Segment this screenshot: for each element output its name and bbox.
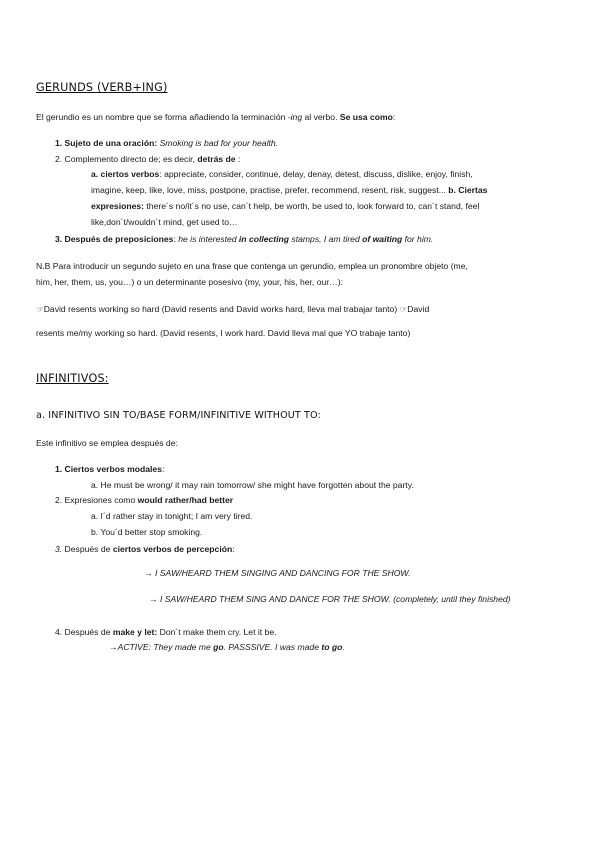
gerund-item-direct-object: 2. Complemento directo de; es decir, detrás de :	[55, 154, 241, 164]
infinitive-intro: Este infinitivo se emplea después de:	[36, 438, 178, 448]
perception-example-ing: → I SAW/HEARD THEM SINGING AND DANCING FOR THE SHOW.	[144, 568, 411, 578]
gerund-item-prepositions: 3. Después de preposiciones: he is interested in collecting stamps, I am tired of waiting for him.	[55, 234, 434, 244]
perception-example-base: → I SAW/HEARD THEM SING AND DANCE FOR THE SHOW. (completely, until they finished)	[149, 594, 511, 604]
right-arrow-icon: →	[109, 642, 118, 652]
infinitive-item-expressions: 2. Expresiones como would rather/had better	[55, 495, 234, 505]
gerund-expressions-line-2: like,don´t/wouldn´t mind, get used to…	[91, 217, 238, 227]
infinitive-without-to-subheading: a. INFINITIVO SIN TO/BASE FORM/INFINITIVE WITHOUT TO:	[36, 410, 321, 421]
active-passive-example: →ACTIVE: They made me go. PASSSIVE. I was made to go.	[109, 642, 345, 652]
gerunds-heading: GERUNDS (VERB+ING)	[36, 81, 168, 94]
gerund-expressions-line-1: expresiones: there´s no/it´s no use, can´t help, be worth, be used to, look forward to, can´t stand, feel	[91, 201, 480, 211]
gerund-verbs-line-1: a. ciertos verbos: appreciate, consider, continue, delay, denay, detest, discuss, dislike, enjoy, finish,	[91, 169, 473, 179]
infinitive-modals-example: a. He must be wrong/ it may rain tomorrow/ she might have forgotten about the party.	[91, 480, 414, 490]
infinitive-expressions-example-a: a. I´d rather stay in tonight; I am very tired.	[91, 511, 253, 521]
right-arrow-icon: →	[149, 594, 158, 604]
infinitive-item-perception: 3. Después de ciertos verbos de percepción:	[55, 544, 235, 554]
right-arrow-icon: →	[144, 568, 153, 578]
infinitives-heading: INFINITIVOS:	[36, 372, 109, 385]
gerund-example-line-2: resents me/my working so hard. (David resents, I work hard. David lleva mal que YO trabaje tanto)	[36, 328, 411, 338]
hand-pointer-icon: ☞	[399, 305, 408, 315]
infinitive-item-modals: 1. Ciertos verbos modales:	[55, 464, 165, 474]
infinitive-expressions-example-b: b. You´d better stop smoking.	[91, 527, 203, 537]
gerund-example-line-1: ☞David resents working so hard (David resents and David works hard, lleva mal trabajar tanto) ☞David	[36, 304, 430, 315]
gerund-verbs-line-2: imagine, keep, like, love, miss, postpone, practise, prefer, recommend, resent, risk, suggest... b. Ciertas	[91, 185, 488, 195]
nb-note-line-2: him, her, them, us, you…) o un determinante posesivo (my, your, his, her, our…):	[36, 277, 343, 287]
hand-pointer-icon: ☞	[36, 305, 44, 315]
infinitive-item-make-let: 4. Después de make y let: Don´t make them cry. Let it be.	[55, 627, 277, 637]
gerund-item-subject: 1. Sujeto de una oración: Smoking is bad for your health.	[55, 138, 279, 148]
gerunds-intro: El gerundio es un nombre que se forma añadiendo la terminación -ing al verbo. Se usa como:	[36, 112, 396, 122]
nb-note-line-1: N.B Para introducir un segundo sujeto en una frase que contenga un gerundio, emplea un pronombre objeto (me,	[36, 261, 468, 271]
